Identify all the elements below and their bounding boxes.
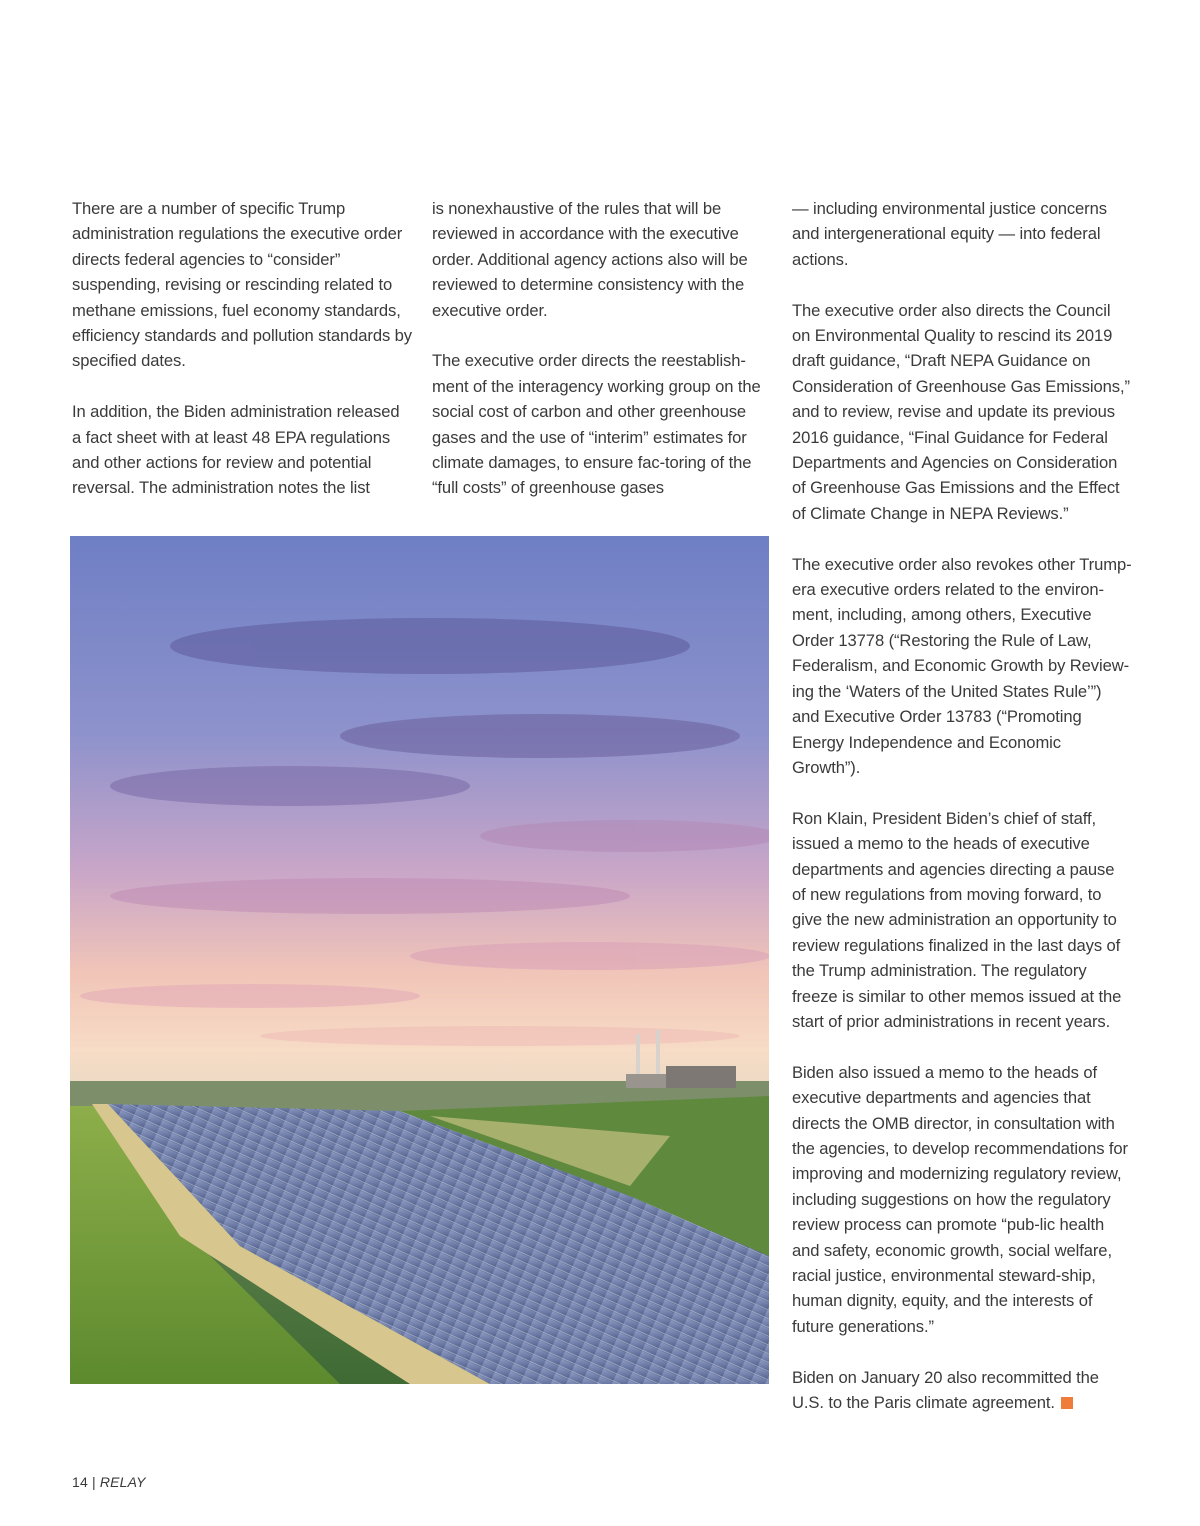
paragraph: The executive order directs the reestablish-ment of the interagency working group on the social cost of carbon and other greenhouse gases and the use of “interim” estimates for climate damages, to ensure fac-toring of the “full costs” of greenhouse gases <box>432 351 761 498</box>
page-number: 14 <box>72 1474 88 1490</box>
footer-separator: | <box>91 1474 96 1490</box>
paragraph: There are a number of specific Trump administration regulations the executive order directs federal agencies to “consider” suspending, revising or rescinding related to methane emissions, fuel economy standards, efficiency standards and pollution standards by specified dates. <box>72 199 412 371</box>
article-column-3 <box>792 196 1132 1415</box>
paragraph-text: Biden on January 20 also recommitted the U.S. to the Paris climate agreement. <box>792 1367 1099 1413</box>
article-column-1 <box>72 196 412 501</box>
paragraph: Ron Klain, President Biden’s chief of staff, issued a memo to the heads of executive departments and agencies directing a pause of new regulations from moving forward, to give the new administration an opportunity to review regulations finalized in the last days of the Trump administration. The regulatory freeze is similar to other memos issued at the start of prior administrations in recent years. <box>792 808 1122 1031</box>
paragraph: The executive order also revokes other Trump-era executive orders related to the environ-ment, including, among others, Executive Order 13778 (“Restoring the Rule of Law, Federalism, and Economic Growth by Review-ing the ‘Waters of the United States Rule’”) and Executive Order 13783 (“Promoting Energy Independence and Economic Growth”). <box>792 554 1132 777</box>
paragraph: — including environmental justice concerns and intergenerational equity — into federal actions. <box>792 199 1107 269</box>
page-footer <box>72 1474 146 1490</box>
paragraph: In addition, the Biden administration released a fact sheet with at least 48 EPA regulations and other actions for review and potential reversal. The administration notes the list <box>72 402 400 498</box>
paragraph: is nonexhaustive of the rules that will be reviewed in accordance with the executive order. Additional agency actions also will be reviewed to determine consistency with the executive order. <box>432 199 748 320</box>
magazine-name: RELAY <box>99 1474 146 1490</box>
end-of-article-marker <box>1061 1397 1073 1409</box>
final-paragraph <box>792 1365 1132 1416</box>
solar-farm-photo <box>70 536 769 1384</box>
paragraph: Biden also issued a memo to the heads of executive departments and agencies that directs the OMB director, in consultation with the agencies, to develop recommendations for improving and modernizing regulatory review, including suggestions on how the regulatory review process can promote “pub-lic health and safety, economic growth, social welfare, racial justice, environmental steward-ship, human dignity, equity, and the interests of future generations.” <box>792 1062 1128 1336</box>
article-column-2 <box>432 196 770 501</box>
paragraph: The executive order also directs the Council on Environmental Quality to rescind its 2019 draft guidance, “Draft NEPA Guidance on Consideration of Greenhouse Gas Emissions,” and to review, revise and update its previous 2016 guidance, “Final Guidance for Federal Departments and Agencies on Consideration of Greenhouse Gas Emissions and the Effect of Climate Change in NEPA Reviews.” <box>792 300 1130 523</box>
